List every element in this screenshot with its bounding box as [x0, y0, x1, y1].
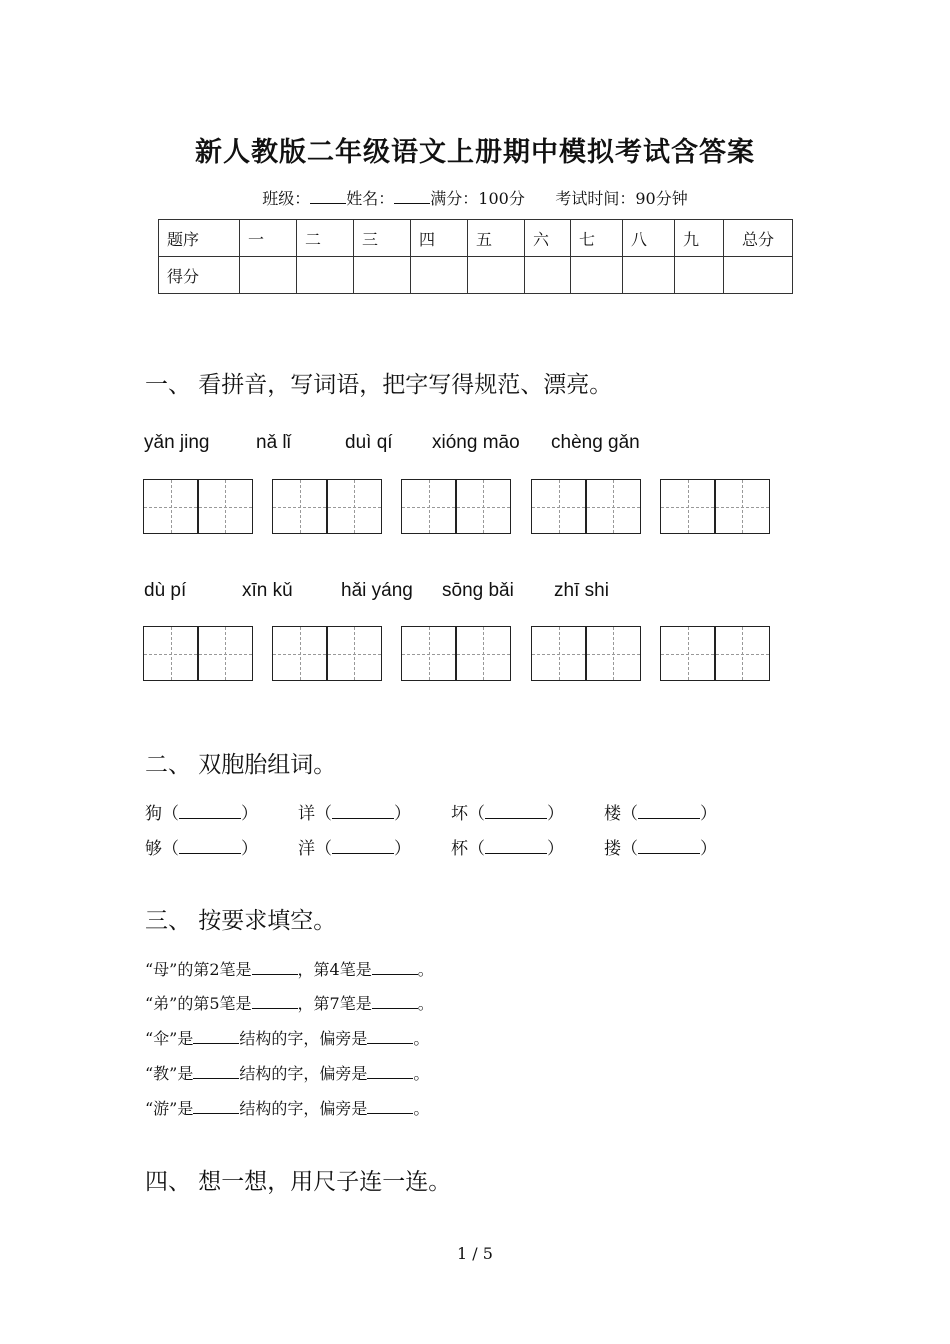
- fill-text: “母”的第2笔是: [145, 960, 252, 979]
- word-prompt: 详（: [298, 804, 332, 824]
- score-header-cell: 三: [354, 220, 411, 257]
- pinyin-label: nǎ lǐ: [256, 432, 291, 453]
- close-paren: ）: [700, 804, 717, 824]
- pinyin-label: xīn kǔ: [242, 580, 293, 601]
- close-paren: ）: [241, 804, 258, 824]
- fill-line: [145, 957, 434, 980]
- fill-text: ，第7笔是: [297, 994, 372, 1013]
- pinyin-label: sōng bǎi: [442, 580, 514, 601]
- score-header-cell: 七: [571, 220, 623, 257]
- pinyin-label: zhī shi: [554, 580, 609, 601]
- pinyin-label: xióng māo: [432, 432, 520, 453]
- score-header-cell: 九: [675, 220, 724, 257]
- section3-heading: 三、 按要求填空。: [145, 908, 337, 934]
- word-prompt: 杯（: [451, 839, 485, 859]
- fill-line: [145, 1096, 429, 1119]
- word-item[interactable]: [298, 834, 411, 859]
- fill-blank[interactable]: [252, 962, 298, 975]
- close-paren: ）: [547, 804, 564, 824]
- name-label: 姓名：: [346, 189, 395, 208]
- score-header-cell: 总分: [724, 220, 793, 257]
- answer-blank[interactable]: [485, 804, 547, 819]
- writing-grid[interactable]: [143, 479, 253, 534]
- close-paren: ）: [394, 804, 411, 824]
- score-cell[interactable]: [525, 257, 571, 294]
- pinyin-label: duì qí: [345, 432, 393, 453]
- writing-grid[interactable]: [401, 479, 511, 534]
- fill-text: 。: [413, 1029, 430, 1048]
- writing-grid[interactable]: [401, 626, 511, 681]
- fill-text: 。: [413, 1099, 430, 1118]
- score-cell[interactable]: [724, 257, 793, 294]
- answer-blank[interactable]: [638, 804, 700, 819]
- writing-grid[interactable]: [143, 626, 253, 681]
- section2-heading: 二、 双胞胎组词。: [145, 752, 337, 778]
- score-cell[interactable]: [240, 257, 297, 294]
- fill-text: 。: [413, 1064, 430, 1083]
- fill-text: 结构的字，偏旁是: [239, 1029, 368, 1048]
- fill-text: “游”是: [145, 1099, 194, 1118]
- exam-time: 考试时间：90分钟: [555, 189, 688, 208]
- fill-text: “教”是: [145, 1064, 194, 1083]
- pinyin-label: dù pí: [144, 580, 187, 601]
- fill-blank[interactable]: [193, 1031, 239, 1044]
- exam-info: [0, 186, 950, 209]
- word-prompt: 搂（: [604, 839, 638, 859]
- fill-line: [145, 1061, 429, 1084]
- score-header-cell: 六: [525, 220, 571, 257]
- word-item[interactable]: [145, 834, 258, 859]
- writing-grid[interactable]: [272, 479, 382, 534]
- close-paren: ）: [241, 839, 258, 859]
- fill-line: [145, 1026, 429, 1049]
- writing-grid[interactable]: [660, 626, 770, 681]
- full-score: 满分：100分: [430, 189, 525, 208]
- word-item[interactable]: [451, 799, 564, 824]
- close-paren: ）: [547, 839, 564, 859]
- writing-grid[interactable]: [531, 626, 641, 681]
- word-item[interactable]: [298, 799, 411, 824]
- score-cell[interactable]: [411, 257, 468, 294]
- writing-grid[interactable]: [660, 479, 770, 534]
- score-header-cell: 题序: [159, 220, 240, 257]
- class-label: 班级：: [262, 189, 311, 208]
- pinyin-label: chèng gǎn: [551, 432, 640, 453]
- score-cell[interactable]: [623, 257, 675, 294]
- word-prompt: 坏（: [451, 804, 485, 824]
- word-item[interactable]: [604, 799, 717, 824]
- score-header-cell: 一: [240, 220, 297, 257]
- section1-heading: 一、 看拼音，写词语，把字写得规范、漂亮。: [145, 372, 613, 398]
- fill-text: “伞”是: [145, 1029, 194, 1048]
- close-paren: ）: [700, 839, 717, 859]
- fill-blank[interactable]: [367, 1066, 413, 1079]
- word-prompt: 楼（: [604, 804, 638, 824]
- fill-blank[interactable]: [372, 996, 418, 1009]
- score-row-label: 得分: [159, 257, 240, 294]
- fill-blank[interactable]: [252, 996, 298, 1009]
- close-paren: ）: [394, 839, 411, 859]
- word-prompt: 狗（: [145, 804, 179, 824]
- answer-blank[interactable]: [485, 839, 547, 854]
- answer-blank[interactable]: [179, 804, 241, 819]
- fill-text: 。: [417, 960, 434, 979]
- fill-blank[interactable]: [193, 1101, 239, 1114]
- score-table: [158, 219, 793, 294]
- writing-grid[interactable]: [531, 479, 641, 534]
- score-header-cell: 五: [468, 220, 525, 257]
- section4-heading: 四、 想一想，用尺子连一连。: [145, 1169, 452, 1195]
- score-table-score-row: [159, 257, 793, 294]
- class-blank: [310, 189, 346, 204]
- fill-text: ，第4笔是: [297, 960, 372, 979]
- word-item[interactable]: [451, 834, 564, 859]
- fill-text: 。: [417, 994, 434, 1013]
- word-prompt: 够（: [145, 839, 179, 859]
- page-number: 1 / 5: [457, 1244, 493, 1263]
- score-header-cell: 八: [623, 220, 675, 257]
- word-item[interactable]: [604, 834, 717, 859]
- name-blank: [394, 189, 430, 204]
- score-cell[interactable]: [468, 257, 525, 294]
- score-table-header-row: [159, 220, 793, 257]
- fill-line: [145, 991, 434, 1014]
- writing-grid[interactable]: [272, 626, 382, 681]
- fill-blank[interactable]: [367, 1101, 413, 1114]
- answer-blank[interactable]: [179, 839, 241, 854]
- page-title: 新人教版二年级语文上册期中模拟考试含答案: [195, 137, 755, 168]
- answer-blank[interactable]: [332, 839, 394, 854]
- score-header-cell: 二: [297, 220, 354, 257]
- score-cell[interactable]: [571, 257, 623, 294]
- answer-blank[interactable]: [638, 839, 700, 854]
- fill-text: “弟”的第5笔是: [145, 994, 252, 1013]
- fill-text: 结构的字，偏旁是: [239, 1064, 368, 1083]
- pinyin-label: yǎn jing: [144, 432, 210, 453]
- word-prompt: 洋（: [298, 839, 332, 859]
- score-cell[interactable]: [297, 257, 354, 294]
- score-cell[interactable]: [675, 257, 724, 294]
- score-header-cell: 四: [411, 220, 468, 257]
- fill-text: 结构的字，偏旁是: [239, 1099, 368, 1118]
- fill-blank[interactable]: [367, 1031, 413, 1044]
- word-item[interactable]: [145, 799, 258, 824]
- pinyin-label: hǎi yáng: [341, 580, 413, 601]
- fill-blank[interactable]: [372, 962, 418, 975]
- score-cell[interactable]: [354, 257, 411, 294]
- answer-blank[interactable]: [332, 804, 394, 819]
- fill-blank[interactable]: [193, 1066, 239, 1079]
